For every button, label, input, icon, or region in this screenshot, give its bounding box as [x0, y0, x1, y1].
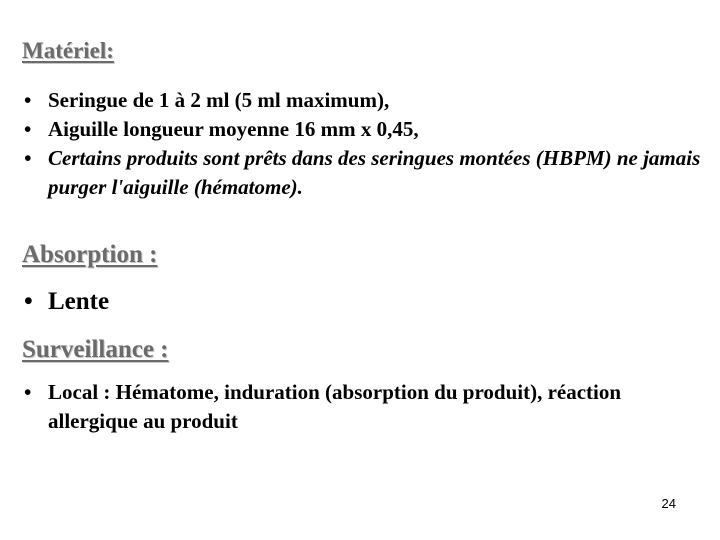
page-number: 24: [661, 496, 676, 511]
materiel-list: [22, 86, 712, 202]
list-item: [22, 115, 712, 144]
bullet-icon: •: [24, 117, 32, 141]
section-heading-materiel: Matériel:: [22, 38, 114, 63]
bullet-icon: •: [24, 288, 33, 315]
list-item: [22, 286, 712, 318]
absorption-list: [22, 286, 712, 318]
list-item: [22, 378, 662, 436]
list-item-text: Seringue de 1 à 2 ml (5 ml maximum),: [48, 88, 390, 112]
bullet-icon: •: [24, 88, 32, 112]
list-item: [22, 144, 712, 202]
bullet-icon: •: [24, 380, 32, 404]
bullet-icon: •: [24, 146, 32, 170]
list-item-text: Aiguille longueur moyenne 16 mm x 0,45,: [48, 117, 419, 141]
list-item: [22, 86, 712, 115]
surveillance-list: [22, 378, 662, 436]
section-heading-surveillance: Surveillance :: [22, 336, 169, 363]
list-item-text: Lente: [48, 288, 110, 315]
list-item-text: Certains produits sont prêts dans des seringues montées (HBPM) ne jamais purger l'aiguille (hématome).: [48, 146, 701, 199]
list-item-text: Local : Hématome, induration (absorption du produit), réaction allergique au produit: [48, 380, 622, 433]
section-heading-absorption: Absorption :: [22, 241, 158, 268]
